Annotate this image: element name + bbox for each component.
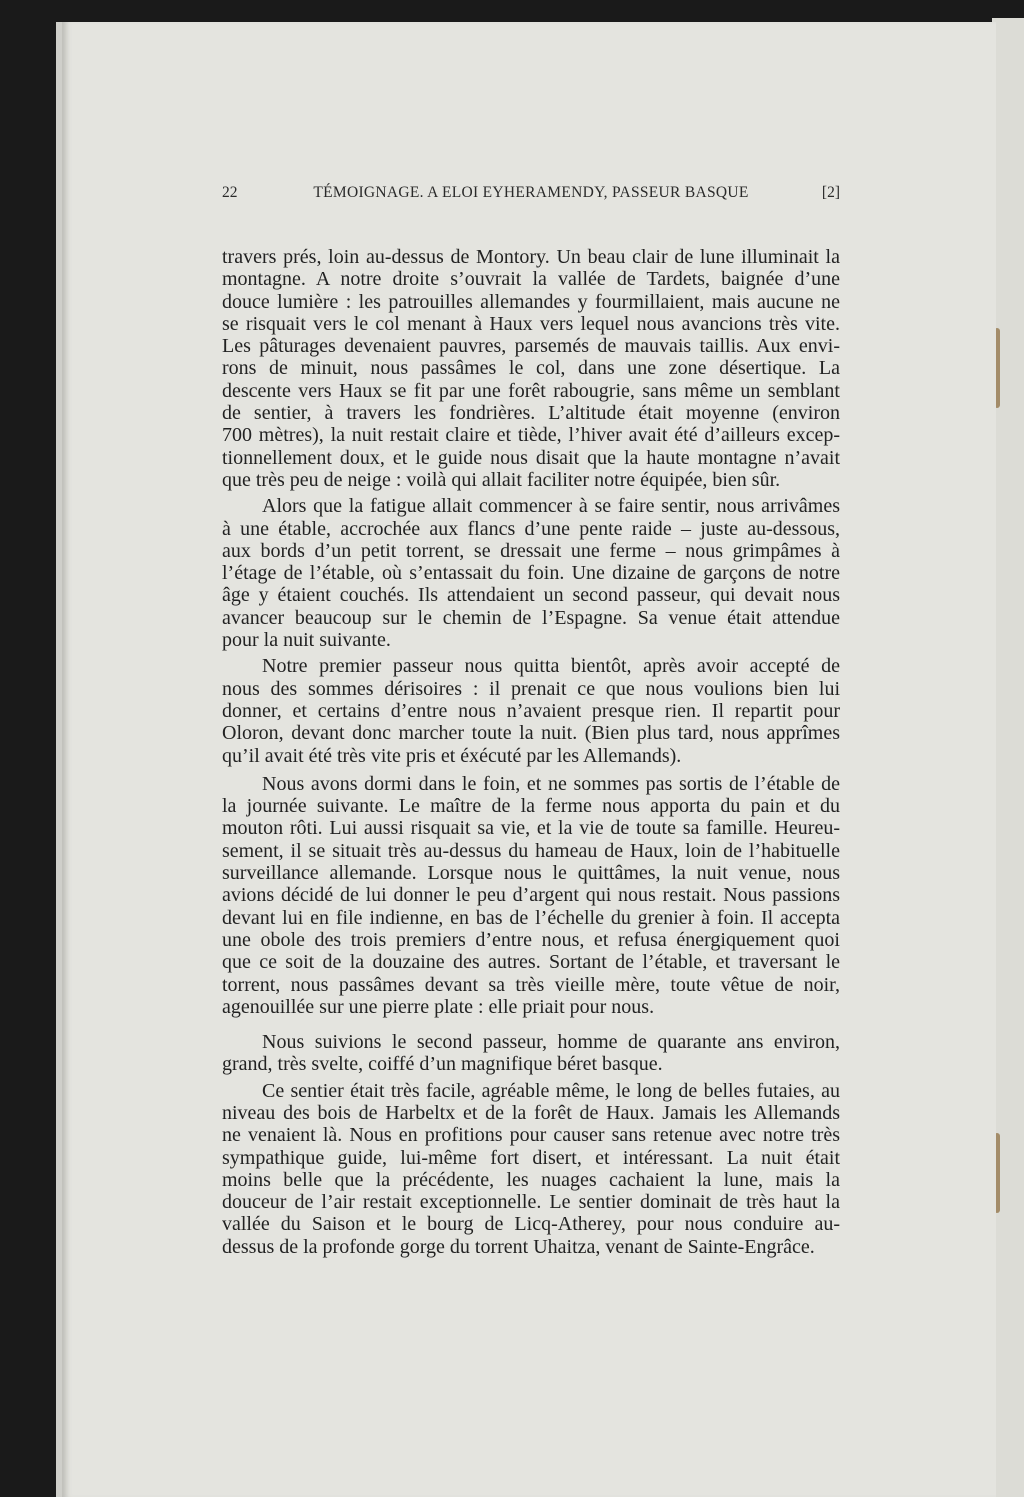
paragraph [222,1031,840,1076]
text-line: vallée du Saison et le bourg de Licq-Atherey, pour nous conduire au- [222,1213,840,1236]
text-line: la journée suivante. Le maître de la ferme nous apporta du pain et du [222,795,840,818]
paragraph [222,655,840,766]
text-line: Nous suivions le second passeur, homme de quarante ans environ, [262,1031,840,1054]
text-line: travers prés, loin au-dessus de Montory. Un beau clair de lune illuminait la [222,246,840,268]
text-line: à une étable, accrochée aux flancs d’une pente raide – juste au-dessous, [222,517,840,540]
text-line: douce lumière : les patrouilles allemandes y fourmillaient, mais aucune ne [222,290,840,313]
text-line: que ce soit de la douzaine des autres. Sortant de l’étable, et traversant le [222,951,840,974]
text-line: donner, et certains d’entre nous n’avaient presque rien. Il repartit pour [222,699,840,722]
text-line: Ce sentier était très facile, agréable même, le long de belles futaies, au [262,1079,840,1102]
text-line: que très peu de neige : voilà qui allait faciliter notre équipée, bien sûr. [222,468,781,491]
text-line: devant lui en file indienne, en bas de l’échelle du grenier à foin. Il accepta [222,906,840,929]
text-line: montagne. A notre droite s’ouvrait la vallée de Tardets, baignée d’une [222,268,840,291]
text-line: agenouillée sur une pierre plate : elle priait pour nous. [222,995,655,1018]
text-line: sement, il se situait très au-dessus du hameau de Haux, loin de l’habituelle [222,839,840,862]
text-line: Notre premier passeur nous quitta bientôt, après avoir accepté de [262,655,840,678]
text-line: Oloron, devant donc marcher toute la nuit. (Bien plus tard, nous apprîmes [222,722,840,745]
text-line: niveau des bois de Harbeltx et de la forêt de Haux. Jamais les Allemands [222,1101,840,1124]
body-text [222,246,840,1258]
text-line: moins belle que la précédente, les nuages cachaient la lune, mais la [222,1168,840,1191]
paragraph [222,1080,840,1258]
text-line: rons de minuit, nous passâmes le col, dans une zone désertique. La [222,357,840,380]
text-line: 700 mètres), la nuit restait claire et tiède, l’hiver avait été d’ailleurs excep- [222,424,840,447]
text-line: de sentier, à travers les fondrières. L’altitude était moyenne (environ [222,402,840,425]
running-title: TÉMOIGNAGE. A ELOI EYHERAMENDY, PASSEUR BASQUE [313,184,749,201]
text-line: Les pâturages devenaient pauvres, parsemés de mauvais taillis. Aux envi- [222,335,840,358]
text-line: une obole des trois premiers d’entre nous, et refusa énergiquement quoi [222,928,840,951]
text-line: pour la nuit suivante. [222,629,391,652]
text-line: avancer beaucoup sur le chemin de l’Espagne. Sa venue était attendue [222,606,840,629]
text-line: dessus de la profonde gorge du torrent Uhaitza, venant de Sainte-Engrâce. [222,1235,815,1258]
text-line: surveillance allemande. Lorsque nous le quittâmes, la nuit venue, nous [222,862,840,885]
text-line: avions décidé de lui donner le peu d’argent qui nous restait. Nous passions [222,884,840,907]
text-line: se risquait vers le col menant à Haux vers lequel nous avancions très vite. [222,312,840,335]
text-line: qu’il avait été très vite pris et éxécuté par les Allemands). [222,744,682,767]
text-line: torrent, nous passâmes devant sa très vieille mère, toute vêtue de noir, [222,973,840,996]
paragraph [222,773,840,1018]
text-line: sympathique guide, lui-même fort disert, et intéressant. La nuit était [222,1146,840,1169]
text-line: douceur de l’air restait exceptionnelle. Le sentier dominait de très haut la [222,1191,840,1214]
text-line: tionnellement doux, et le guide nous disait que la haute montagne n’avait [222,446,840,469]
paragraph [222,246,840,491]
text-line: l’étage de l’étable, où s’entassait du foin. Une dizaine de garçons de notre [222,562,840,585]
paragraph [222,495,840,651]
text-line: Nous avons dormi dans le foin, et ne sommes pas sortis de l’étable de [262,772,840,795]
text-line: descente vers Haux se fit par une forêt rabougrie, sans même un semblant [222,379,840,402]
text-line: aux bords d’un petit torrent, se dressait une ferme – nous grimpâmes à [222,539,840,562]
text-line: Alors que la fatigue allait commencer à se faire sentir, nous arrivâmes [262,495,840,518]
section-number: [2] [821,184,840,201]
text-line: nous des sommes dérisoires : il prenait ce que nous voulions bien lui [222,677,840,700]
page-number: 22 [222,184,238,201]
adjacent-page-edge [992,18,1024,1497]
text-line: mouton rôti. Lui aussi risquait sa vie, et la vie de toute sa famille. Heureu- [222,817,840,840]
running-header [222,184,840,208]
text-line: grand, très svelte, coiffé d’un magnifique béret basque. [222,1053,663,1076]
text-line: âge y étaient couchés. Ils attendaient un second passeur, qui devait nous [222,584,840,607]
text-line: ne venaient là. Nous en profitions pour causer sans retenue avec notre très [222,1124,840,1147]
